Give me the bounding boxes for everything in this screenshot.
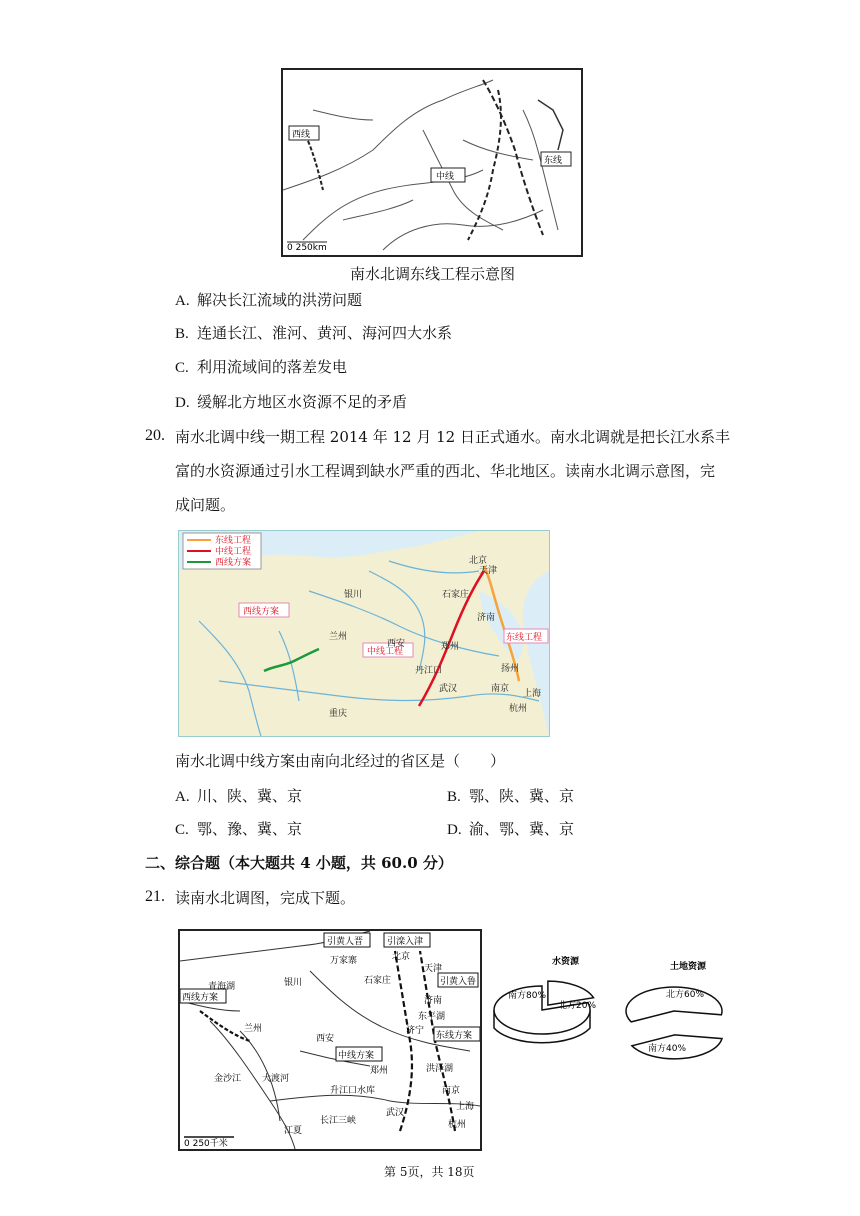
east-route-map-svg — [283, 70, 581, 255]
place-xian: 西安 — [387, 639, 406, 649]
place-three-gorges: 长江三峡 — [320, 1116, 357, 1126]
q21-place-wuhan: 武汉 — [386, 1108, 405, 1118]
q21-place-lanzhou: 兰州 — [244, 1024, 263, 1034]
q21-place-yinchuan: 银川 — [284, 978, 303, 988]
q21-place-jiangxia: 江夏 — [284, 1126, 303, 1136]
label-middle: 中线 — [436, 172, 455, 182]
q21-place-zhengzhou: 郑州 — [370, 1066, 389, 1076]
page-footer: 第 5页，共 18页 — [384, 1165, 475, 1179]
q20-stem-line3: 成问题。 — [175, 496, 236, 514]
place-tianjin: 天津 — [479, 566, 498, 576]
place-hangzhou: 杭州 — [509, 704, 528, 714]
place-chongqing: 重庆 — [329, 709, 348, 719]
callout-yinluanrujin: 引滦入津 — [387, 937, 424, 947]
legend-east: 东线工程 — [215, 536, 252, 546]
label-east: 东线 — [544, 156, 563, 166]
q20-option-a[interactable]: A. 川、陕、冀、京 — [175, 787, 303, 805]
east-route-map-labels — [287, 126, 571, 253]
q21-place-dongping-lake: 东平湖 — [418, 1012, 446, 1022]
q21-stem: 读南水北调图，完成下题。 — [175, 889, 356, 907]
east-route-map — [281, 68, 583, 257]
place-jinan: 济南 — [477, 613, 496, 623]
q21-place-jining: 济宁 — [406, 1026, 425, 1036]
q20-color-map-svg — [179, 531, 549, 736]
q21-place-nanjing: 南京 — [442, 1086, 461, 1096]
legend-west: 西线方案 — [215, 558, 252, 568]
q21-place-jinsha-river: 金沙江 — [214, 1074, 242, 1084]
q20-option-b[interactable]: B. 鄂、陕、冀、京 — [447, 787, 575, 805]
land-pie-north-label: 北方60% — [666, 990, 705, 1000]
place-lanzhou: 兰州 — [329, 632, 348, 642]
callout-yinhuangrulu: 引黄入鲁 — [440, 977, 477, 987]
land-pie-chart — [618, 955, 738, 1083]
q19-option-c[interactable]: C. 利用流域间的落差发电 — [175, 358, 348, 376]
callout-east: 东线工程 — [506, 633, 543, 643]
callout-middle: 中线工程 — [367, 647, 404, 657]
q21-map — [178, 929, 482, 1151]
figure1-caption: 南水北调东线工程示意图 — [350, 265, 516, 283]
q19-option-a[interactable]: A. 解决长江流域的洪涝问题 — [175, 291, 363, 309]
water-pie-svg — [486, 950, 606, 1078]
q20-option-d[interactable]: D. 渝、鄂、冀、京 — [447, 820, 575, 838]
land-pie-title: 土地资源 — [670, 962, 707, 972]
water-pie-chart — [486, 950, 606, 1078]
place-beijing: 北京 — [469, 556, 488, 566]
water-pie-north-label: 北方20% — [558, 1001, 597, 1011]
section2-heading: 二、综合题（本大题共 4 小题，共 60.0 分） — [145, 854, 453, 872]
map-scale: 0 250km — [287, 243, 327, 253]
q20-stem-line2: 富的水资源通过引水工程调到缺水严重的西北、华北地区。读南水北调示意图，完 — [175, 462, 716, 480]
q21-place-tianjin: 天津 — [424, 964, 443, 974]
q21-place-jinan: 济南 — [424, 996, 443, 1006]
label-west: 西线 — [292, 130, 311, 140]
callout-west-plan: 西线方案 — [182, 993, 219, 1003]
q20-color-map — [178, 530, 550, 737]
q21-place-dadu-river: 大渡河 — [262, 1074, 290, 1084]
callout-west: 西线方案 — [243, 607, 280, 617]
place-yinchuan: 银川 — [344, 590, 363, 600]
water-pie-title: 水资源 — [552, 957, 580, 967]
q21-map-svg — [180, 931, 480, 1149]
q20-number: 20. — [145, 427, 165, 444]
place-wanjiazhai: 万家寨 — [330, 956, 358, 966]
place-wuhan: 武汉 — [439, 684, 458, 694]
callout-yinhuangrujin: 引黄人晋 — [327, 937, 364, 947]
q20-option-c[interactable]: C. 鄂、豫、冀、京 — [175, 820, 303, 838]
q21-place-xian: 西安 — [316, 1034, 335, 1044]
place-shanghai: 上海 — [523, 689, 542, 699]
q21-number: 21. — [145, 888, 165, 905]
q21-place-hangzhou: 杭州 — [448, 1120, 467, 1130]
place-danjiangkou: 丹江口 — [415, 666, 443, 676]
land-pie-south-label: 南方40% — [648, 1044, 687, 1054]
callout-east-plan: 东线方案 — [436, 1031, 473, 1041]
legend-middle: 中线工程 — [215, 547, 252, 557]
callout-middle-plan: 中线方案 — [338, 1051, 375, 1061]
q21-map-scale: 0 250千米 — [184, 1139, 228, 1149]
place-nanjing: 南京 — [491, 684, 510, 694]
q21-place-qinghai-lake: 青海湖 — [208, 982, 236, 992]
place-danjiangkou-reservoir: 升江口水库 — [330, 1086, 376, 1096]
q21-place-shanghai: 上海 — [456, 1102, 475, 1112]
land-pie-svg — [618, 955, 738, 1083]
water-pie-south-label: 南方80% — [508, 991, 547, 1001]
q19-option-d[interactable]: D. 缓解北方地区水资源不足的矛盾 — [175, 393, 408, 411]
q21-place-hongze-lake: 洪泽湖 — [426, 1064, 454, 1074]
q21-place-shijiazhuang: 石家庄 — [364, 976, 392, 986]
place-shijiazhuang: 石家庄 — [442, 590, 470, 600]
q21-place-beijing: 北京 — [392, 952, 411, 962]
place-zhengzhou: 郑州 — [441, 642, 460, 652]
q20-stem-line1: 南水北调中线一期工程 2014 年 12 月 12 日正式通水。南水北调就是把长江水系丰 — [175, 428, 730, 446]
q19-option-b[interactable]: B. 连通长江、淮河、黄河、海河四大水系 — [175, 324, 453, 342]
place-yangzhou: 扬州 — [501, 664, 520, 674]
q20-question: 南水北调中线方案由南向北经过的省区是（ ） — [175, 752, 506, 770]
